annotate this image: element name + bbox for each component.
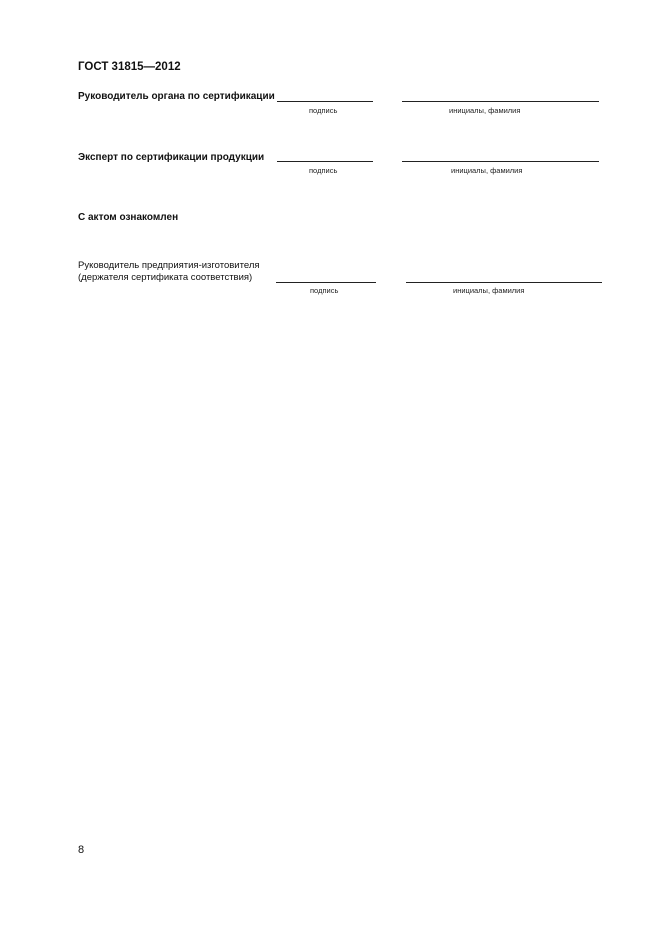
certification-expert-name-caption: инициалы, фамилия [451,166,523,175]
manufacturer-head-signature-caption: подпись [310,286,339,295]
head-of-certification-body-signature-caption: подпись [309,106,338,115]
page-number: 8 [78,844,85,856]
manufacturer-head-signature-line [276,282,376,283]
acknowledged-heading: С актом ознакомлен [78,212,179,223]
head-of-certification-body-name-caption: инициалы, фамилия [449,106,521,115]
manufacturer-head-name-line [406,282,602,283]
head-of-certification-body-label: Руководитель органа по сертификации [78,91,275,102]
document-header-title: ГОСТ 31815—2012 [78,61,181,73]
certification-expert-signature-caption: подпись [309,166,338,175]
certification-expert-label: Эксперт по сертификации продукции [78,152,265,163]
manufacturer-head-label-line2: (держателя сертификата соответствия) [78,272,253,283]
certification-expert-name-line [402,161,599,162]
manufacturer-head-name-caption: инициалы, фамилия [453,286,525,295]
certification-expert-signature-line [277,161,373,162]
head-of-certification-body-name-line [402,101,599,102]
head-of-certification-body-signature-line [277,101,373,102]
manufacturer-head-label-line1: Руководитель предприятия-изготовителя [78,260,260,271]
